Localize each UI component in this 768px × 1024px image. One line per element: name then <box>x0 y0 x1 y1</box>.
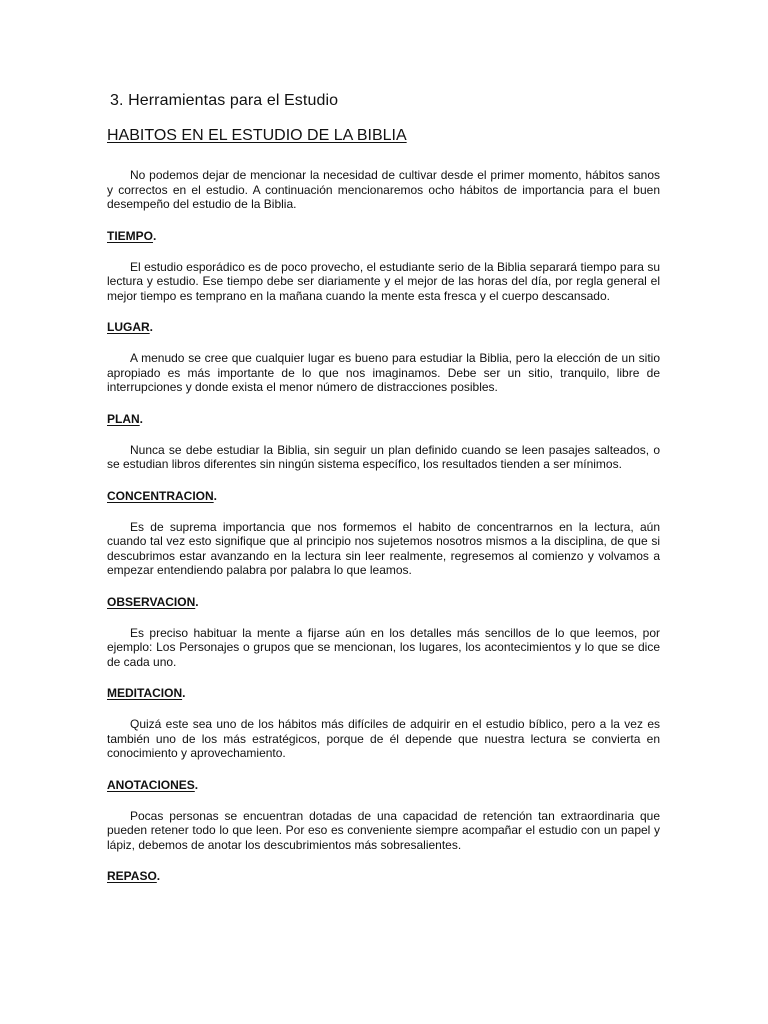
habit-name: TIEMPO <box>107 228 154 243</box>
habit-heading: ANOTACIONES. <box>107 777 199 792</box>
habit-name: ANOTACIONES <box>107 777 195 792</box>
habit-paragraph: Pocas personas se encuentran dotadas de una capacidad de retención tan extraordinaria que pueden retener todo lo que leen. Por eso es conveniente siempre acompañar el estudio con un papel y lápiz, debemos de anotar los descubrimientos más sobresalientes. <box>107 808 660 852</box>
habit-name: CONCENTRACION <box>107 488 214 503</box>
habit-paragraph: Quizá este sea uno de los hábitos más difíciles de adquirir en el estudio bíblico, pero a la vez es también uno de los más estratégicos, porque de él depende que nuestra lectura se convierta en conocimiento y aprovechamiento. <box>107 717 660 760</box>
habit-heading: LUGAR. <box>107 320 154 334</box>
habit-section-meditacion <box>107 686 660 778</box>
habit-paragraph: A menudo se cree que cualquier lugar es bueno para estudiar la Biblia, pero la elección de un sitio apropiado es más importante de lo que nos imaginamos. Debe ser un sitio, tranquilo, libre de interrupciones y donde exista el menor número de distracciones posibles. <box>107 351 660 394</box>
habit-section-plan <box>107 412 660 489</box>
habit-paragraph: El estudio esporádico es de poco provecho, el estudiante serio de la Biblia separará tiempo para su lectura y estudio. Ese tiempo debe ser diariamente y el mejor de las horas del día, por regla general el mejor tiempo es temprano en la mañana cuando la mente esta fresca y el cuerpo descansado. <box>107 259 660 303</box>
habit-heading: REPASO. <box>107 869 161 883</box>
intro-paragraph: No podemos dejar de mencionar la necesidad de cultivar desde el primer momento, hábitos sanos y correctos en el estudio. A continuación mencionaremos ocho hábitos de importancia para el buen desempeño del estudio de la Biblia. <box>107 168 660 211</box>
habit-name: LUGAR <box>107 320 150 334</box>
habit-heading: CONCENTRACION. <box>107 488 218 503</box>
habit-section-lugar <box>107 320 660 412</box>
habit-section-repaso <box>107 869 660 883</box>
habit-name: REPASO <box>107 869 157 883</box>
habit-heading: PLAN. <box>107 411 144 426</box>
habit-name: PLAN <box>107 411 140 426</box>
habit-paragraph: Es preciso habituar la mente a fijarse aún en los detalles más sencillos de lo que leemos, por ejemplo: Los Personajes o grupos que se mencionan, los lugares, los acontecimientos y lo que se dice de cada uno. <box>107 625 660 669</box>
document-body <box>107 168 660 883</box>
habit-heading: TIEMPO. <box>107 228 157 243</box>
habit-paragraph: Es de suprema importancia que nos formemos el habito de concentrarnos en la lectura, aún cuando tal vez esto signifique que al principio nos sujetemos nosotros mismos a la disciplina, de que si descubrimos estar avanzando en la lectura sin leer realmente, regresemos al comienzo y volvamos a empezar entendiendo palabra por palabra lo que leamos. <box>107 519 660 577</box>
habit-heading: MEDITACION. <box>107 686 186 700</box>
section-title: 3. Herramientas para el Estudio <box>110 92 339 109</box>
habit-section-anotaciones <box>107 778 660 870</box>
habit-name: OBSERVACION <box>107 594 196 609</box>
habit-name: MEDITACION <box>107 686 183 700</box>
document-heading: HABITOS EN EL ESTUDIO DE LA BIBLIA <box>107 127 407 144</box>
habit-paragraph: Nunca se debe estudiar la Biblia, sin seguir un plan definido cuando se leen pasajes salteados, o se estudian libros diferentes sin ningún sistema específico, los resultados tienden a ser mínimos. <box>107 442 660 471</box>
habit-section-concentracion <box>107 489 660 595</box>
habit-section-tiempo <box>107 229 660 321</box>
habit-heading: OBSERVACION. <box>107 594 199 609</box>
habit-section-observacion <box>107 595 660 687</box>
